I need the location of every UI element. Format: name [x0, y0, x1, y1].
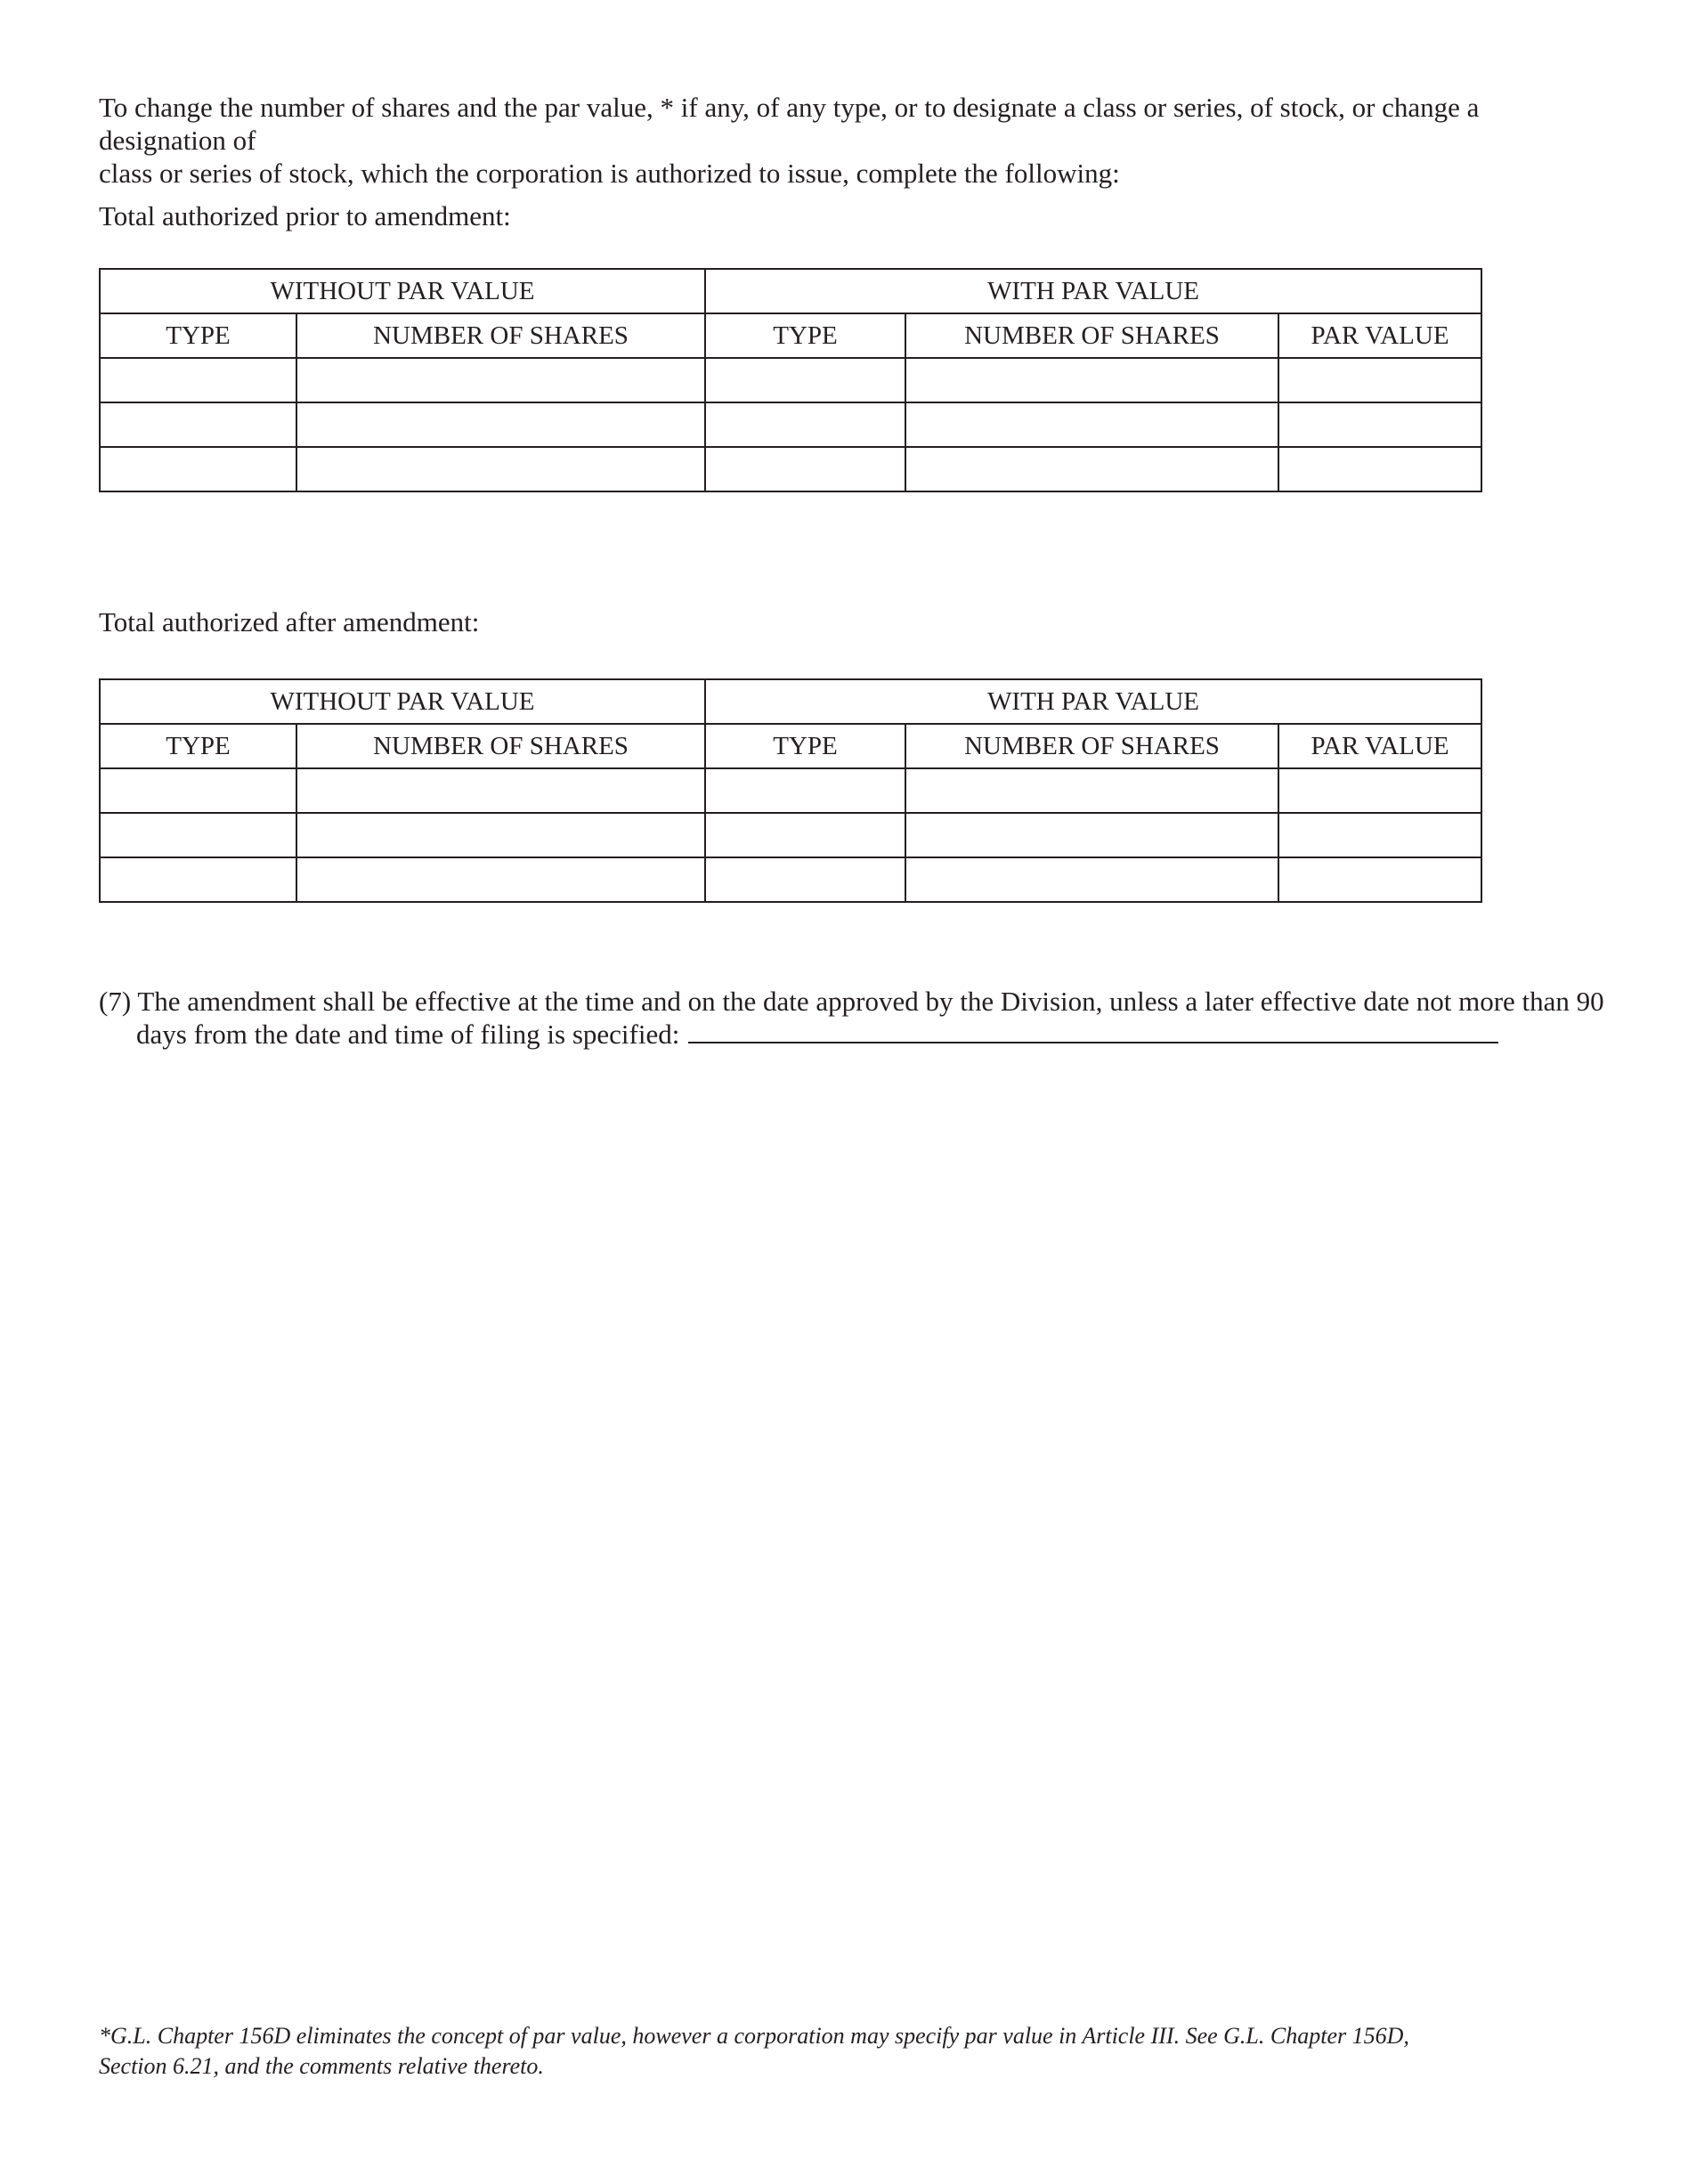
par-value-cell[interactable] — [1278, 768, 1481, 813]
after-shares-table — [99, 678, 1482, 903]
type-cell[interactable] — [705, 857, 905, 902]
without-par-header: WITHOUT PAR VALUE — [100, 269, 705, 313]
number-of-shares-cell[interactable] — [296, 402, 705, 447]
par-value-cell[interactable] — [1278, 402, 1481, 447]
table-row — [100, 768, 1481, 813]
table-row — [100, 402, 1481, 447]
intro-line-1: To change the number of shares and the par value, * if any, of any type, or to designate a class or series, of stock, or change a designation of — [99, 92, 1480, 156]
footnote-line-2: Section 6.21, and the comments relative thereto. — [99, 2053, 544, 2079]
type-cell[interactable] — [100, 768, 296, 813]
type-cell[interactable] — [705, 358, 905, 402]
type-cell[interactable] — [705, 813, 905, 857]
prior-amendment-label: Total authorized prior to amendment: — [99, 200, 511, 231]
prior-shares-table — [99, 268, 1482, 492]
number-of-shares-cell[interactable] — [905, 447, 1278, 491]
number-of-shares-header: NUMBER OF SHARES — [905, 724, 1278, 768]
par-value-cell[interactable] — [1278, 813, 1481, 857]
type-header: TYPE — [705, 724, 905, 768]
number-of-shares-header: NUMBER OF SHARES — [905, 313, 1278, 358]
number-of-shares-cell[interactable] — [296, 447, 705, 491]
number-of-shares-cell[interactable] — [296, 358, 705, 402]
type-cell[interactable] — [100, 813, 296, 857]
number-of-shares-cell[interactable] — [905, 813, 1278, 857]
item-7-line-1: (7) The amendment shall be effective at the time and on the date approved by the Division, unless a later effective date not more than 90 — [99, 986, 1604, 1017]
with-par-header: WITH PAR VALUE — [705, 269, 1481, 313]
after-amendment-label: Total authorized after amendment: — [99, 606, 480, 637]
table-group-header-row — [100, 269, 1481, 313]
intro-line-2: class or series of stock, which the corporation is authorized to issue, complete the following: — [99, 158, 1120, 189]
number-of-shares-cell[interactable] — [905, 768, 1278, 813]
table-row — [100, 358, 1481, 402]
type-header: TYPE — [100, 724, 296, 768]
table-column-header-row — [100, 313, 1481, 358]
number-of-shares-cell[interactable] — [905, 358, 1278, 402]
type-header: TYPE — [705, 313, 905, 358]
number-of-shares-header: NUMBER OF SHARES — [296, 313, 705, 358]
number-of-shares-cell[interactable] — [296, 768, 705, 813]
table-group-header-row — [100, 679, 1481, 724]
table-row — [100, 857, 1481, 902]
item-7-effective-date — [99, 985, 1612, 1051]
type-cell[interactable] — [100, 358, 296, 402]
item-7-line-2 — [99, 1018, 1612, 1051]
par-value-cell[interactable] — [1278, 447, 1481, 491]
number-of-shares-cell[interactable] — [905, 402, 1278, 447]
effective-date-field[interactable] — [688, 1019, 1498, 1043]
par-value-header: PAR VALUE — [1278, 313, 1481, 358]
type-cell[interactable] — [705, 768, 905, 813]
table-row — [100, 447, 1481, 491]
type-cell[interactable] — [100, 402, 296, 447]
type-cell[interactable] — [100, 857, 296, 902]
footnote-line-1: *G.L. Chapter 156D eliminates the concept of par value, however a corporation may specify par value in Article III. See G.L. Chapter 156D, — [99, 2023, 1409, 2049]
type-cell[interactable] — [705, 402, 905, 447]
number-of-shares-header: NUMBER OF SHARES — [296, 724, 705, 768]
footnote — [99, 2021, 1523, 2082]
number-of-shares-cell[interactable] — [296, 857, 705, 902]
type-cell[interactable] — [705, 447, 905, 491]
with-par-header: WITH PAR VALUE — [705, 679, 1481, 724]
par-value-header: PAR VALUE — [1278, 724, 1481, 768]
number-of-shares-cell[interactable] — [905, 857, 1278, 902]
item-7-line-2-text: days from the date and time of filing is specified: — [136, 1019, 680, 1050]
type-cell[interactable] — [100, 447, 296, 491]
par-value-cell[interactable] — [1278, 358, 1481, 402]
par-value-cell[interactable] — [1278, 857, 1481, 902]
table-row — [100, 813, 1481, 857]
intro-paragraph — [99, 91, 1595, 190]
table-column-header-row — [100, 724, 1481, 768]
type-header: TYPE — [100, 313, 296, 358]
without-par-header: WITHOUT PAR VALUE — [100, 679, 705, 724]
number-of-shares-cell[interactable] — [296, 813, 705, 857]
